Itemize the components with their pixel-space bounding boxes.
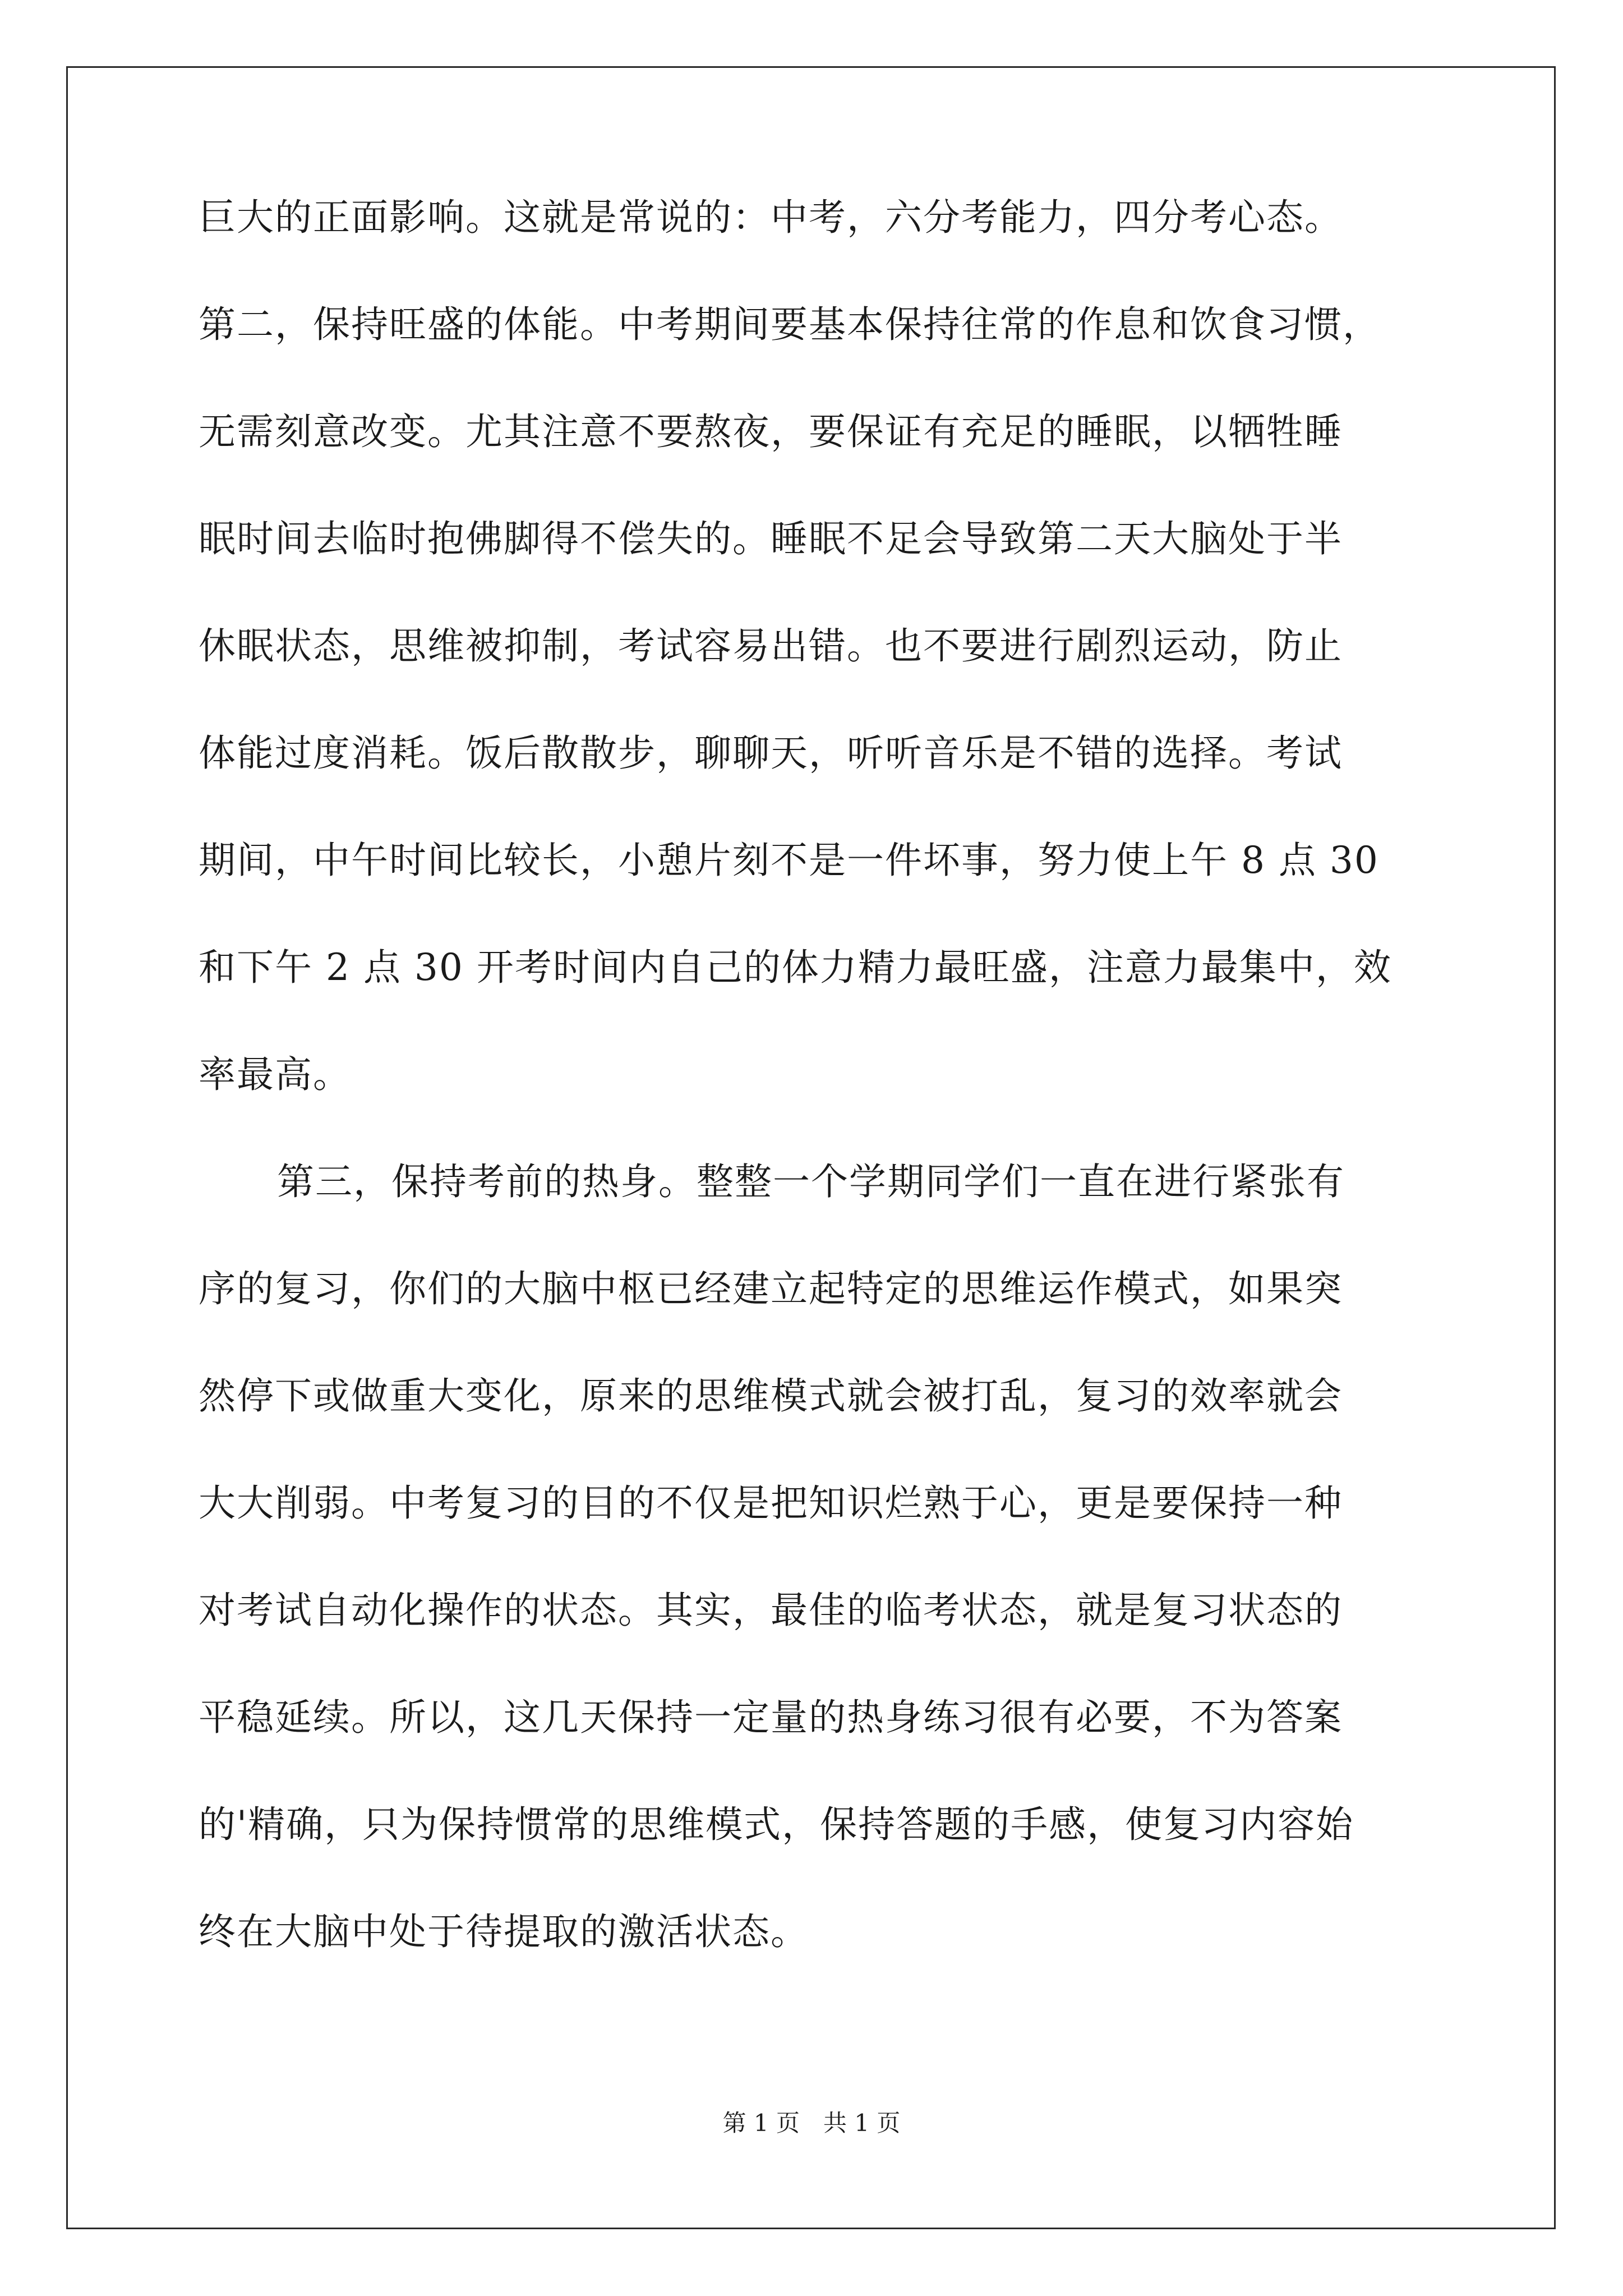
text-line: 体能过度消耗。饭后散散步，聊聊天，听听音乐是不错的选择。考试: [199, 731, 1343, 775]
text-line: 终在大脑中处于待提取的激活状态。: [199, 1910, 809, 1953]
text-line: 的'精确，只为保持惯常的思维模式，保持答题的手感，使复习内容始: [199, 1803, 1354, 1846]
text-line: 然停下或做重大变化，原来的思维模式就会被打乱，复习的效率就会: [199, 1374, 1343, 1418]
body-text: [199, 191, 1432, 2012]
page-number-footer: 第 1 页 共 1 页: [722, 2109, 901, 2137]
text-line: 大大削弱。中考复习的目的不仅是把知识烂熟于心，更是要保持一种: [199, 1481, 1343, 1525]
text-line: 和下午 2 点 30 开考时间内自己的体力精力最旺盛，注意力最集中，效: [199, 946, 1392, 989]
text-line: 期间，中午时间比较长，小憩片刻不是一件坏事，努力使上午 8 点 30: [199, 839, 1379, 882]
text-line: 平稳延续。所以，这几天保持一定量的热身练习很有必要，不为答案: [199, 1696, 1343, 1739]
text-line: 第二，保持旺盛的体能。中考期间要基本保持往常的作息和饮食习惯，: [199, 303, 1381, 346]
text-line: 对考试自动化操作的状态。其实，最佳的临考状态，就是复习状态的: [199, 1589, 1343, 1632]
text-line: 率最高。: [199, 1053, 351, 1096]
text-line: 无需刻意改变。尤其注意不要熬夜，要保证有充足的睡眠，以牺牲睡: [199, 410, 1343, 453]
text-line: 巨大的正面影响。这就是常说的：中考，六分考能力，四分考心态。: [199, 196, 1343, 239]
text-line: 眠时间去临时抱佛脚得不偿失的。睡眠不足会导致第二天大脑处于半: [199, 517, 1343, 560]
text-line: 序的复习，你们的大脑中枢已经建立起特定的思维运作模式，如果突: [199, 1267, 1343, 1310]
text-line: 休眠状态，思维被抑制，考试容易出错。也不要进行剧烈运动，防止: [199, 624, 1343, 668]
paragraph-start-line: 第三，保持考前的热身。整整一个学期同学们一直在进行紧张有: [277, 1160, 1345, 1203]
